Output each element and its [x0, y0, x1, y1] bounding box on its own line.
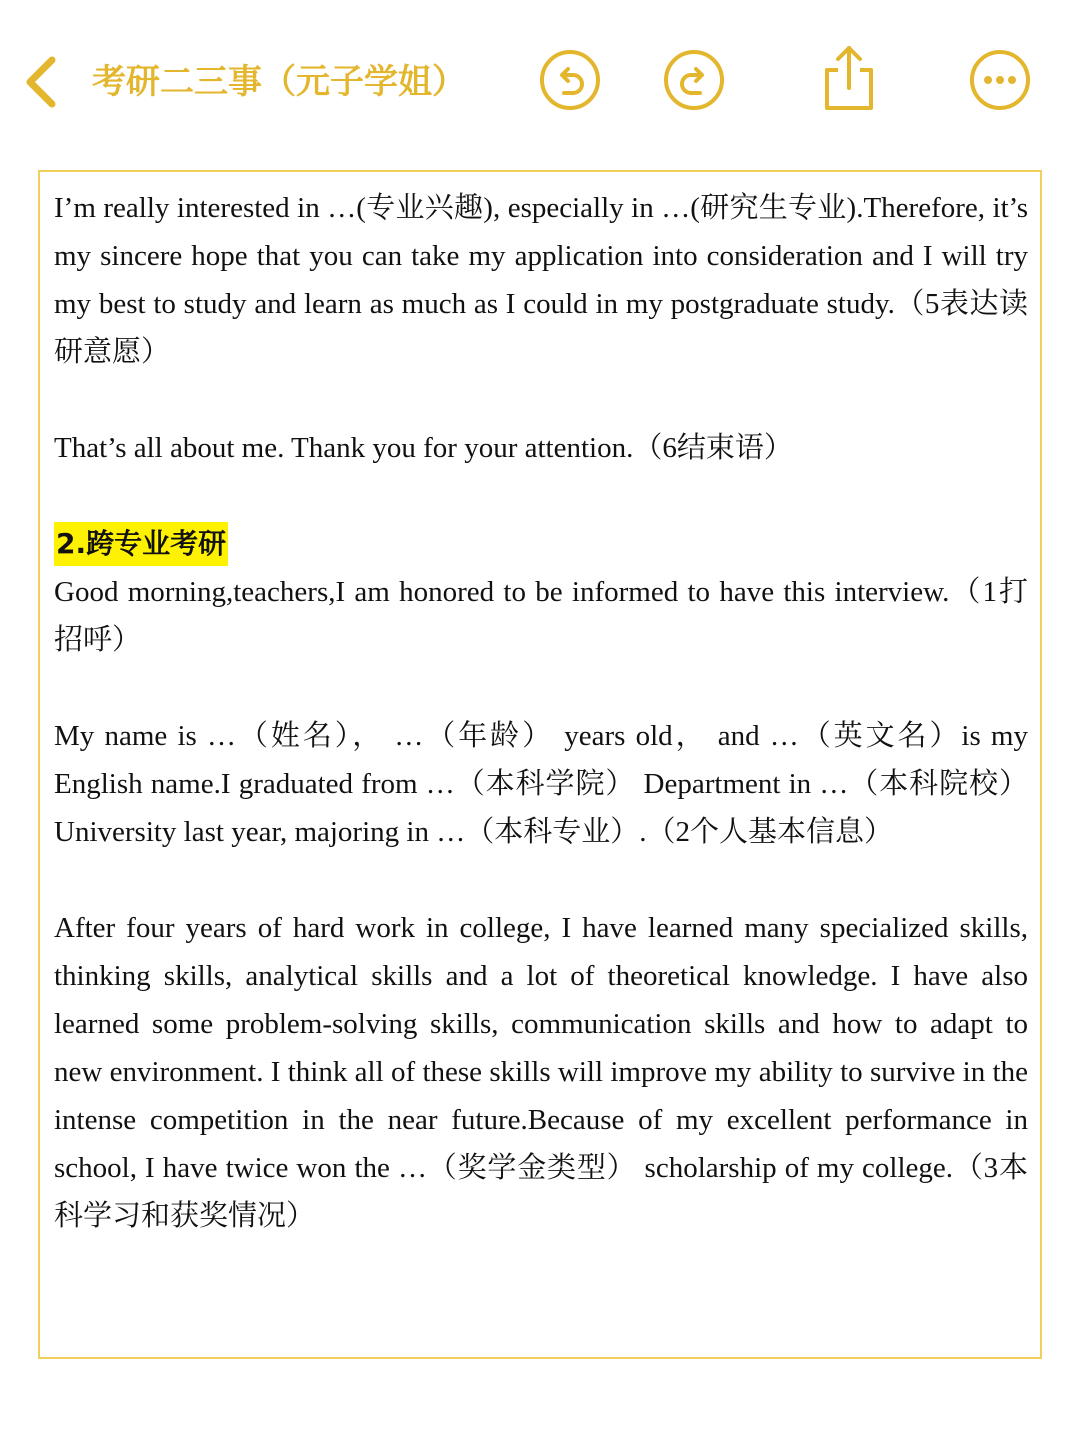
- redo-icon: [662, 48, 726, 112]
- paragraph-study-awards: After four years of hard work in college, I have learned many specialized skills, thinking skills, analytical skills and a lot of theoretical knowledge. I have also learned some problem-solving skills, communication skills and how to adapt to new environment. I think all of these skills will improve my ability to survive in the intense competition in the near future.Because of my excellent performance in school, I have twice won the …（奖学金类型） scholarship of my college.（3本科学习和获奖情况）: [54, 912, 1028, 1232]
- share-button[interactable]: [816, 42, 882, 114]
- back-button[interactable]: [18, 50, 68, 114]
- paragraph-spacer: [54, 376, 1028, 424]
- paragraph-greeting: Good morning,teachers,I am honored to be informed to have this interview.（1打招呼）: [54, 576, 1028, 656]
- paragraph-spacer: [54, 664, 1028, 712]
- section-heading: 2.跨专业考研: [54, 522, 228, 566]
- more-icon: [968, 48, 1032, 112]
- note-title: 考研二三事（元子学姐）: [92, 62, 466, 102]
- note-content-box[interactable]: [38, 170, 1042, 1359]
- note-body: [54, 184, 1028, 1240]
- undo-button[interactable]: [538, 48, 602, 112]
- chevron-left-icon: [18, 50, 68, 114]
- undo-icon: [538, 48, 602, 112]
- top-toolbar: [0, 0, 1080, 165]
- share-icon: [816, 42, 882, 114]
- paragraph-basic-info: My name is …（姓名）， …（年龄） years old， and …（英文名）is my English name.I graduated from …（本科学院） Department in …（本科院校） University last year, majoring in …（本科专业）.（2个人基本信息）: [54, 720, 1028, 848]
- paragraph-study-intention: I’m really interested in …(专业兴趣), especially in …(研究生专业).Therefore, it’s my sincere hope that you can take my application into consideration and I will try my best to study and learn as much as I could in my postgraduate study.（5表达读研意愿）: [54, 192, 1028, 368]
- paragraph-closing: That’s all about me. Thank you for your attention.（6结束语）: [54, 432, 793, 464]
- paragraph-spacer: [54, 856, 1028, 904]
- section-heading-row: [54, 520, 1028, 568]
- more-options-button[interactable]: [968, 48, 1032, 112]
- paragraph-spacer: [54, 472, 1028, 520]
- redo-button[interactable]: [662, 48, 726, 112]
